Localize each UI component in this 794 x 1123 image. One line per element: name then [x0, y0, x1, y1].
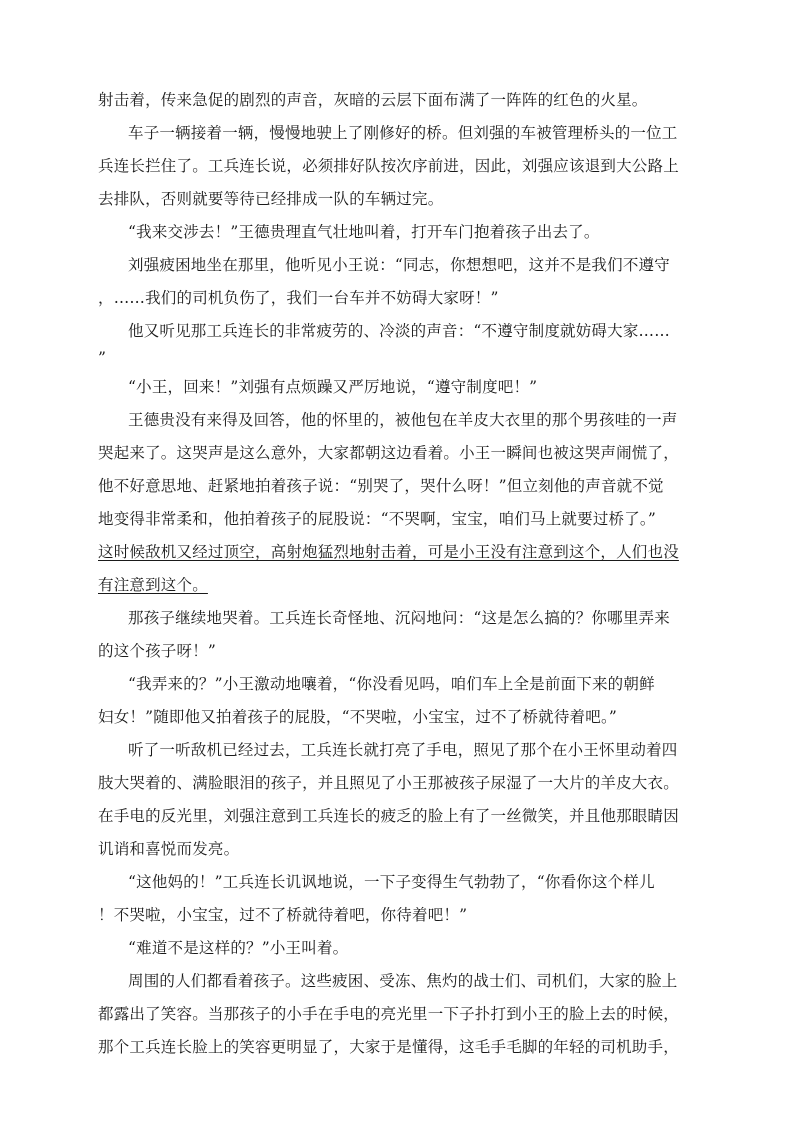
text-line: 都露出了笑容。当那孩子的小手在手电的亮光里一下子扑打到小王的脸上去的时候，	[98, 1005, 679, 1023]
text-line: ”	[98, 349, 107, 367]
underlined-text-line: 有注意到这个。	[98, 576, 208, 594]
text-line: 在手电的反光里，刘强注意到工兵连长的疲乏的脸上有了一丝微笑，并且他那眼睛因	[98, 807, 679, 825]
text-line: 他不好意思地、赶紧地拍着孩子说：“别哭了，哭什么呀！”但立刻他的声音就不觉	[98, 477, 664, 495]
text-line: 刘强疲困地坐在那里，他听见小王说：“同志，你想想吧，这并不是我们不遵守	[128, 256, 670, 274]
text-line: “我弄来的？”小王激动地嚷着，“你没看见吗，咱们车上全是前面下来的朝鲜	[128, 675, 655, 693]
text-line: 的这个孩子呀！”	[98, 642, 217, 660]
text-line: 肢大哭着的、满脸眼泪的孩子，并且照见了小王那被孩子尿湿了一大片的羊皮大衣。	[98, 774, 679, 792]
text-line: 地变得非常柔和，他拍着孩子的屁股说：“不哭啊，宝宝，咱们马上就要过桥了。”	[98, 510, 657, 528]
text-line: 那孩子继续地哭着。工兵连长奇怪地、沉闷地问：“这是怎么搞的？你哪里弄来	[128, 609, 670, 627]
text-line: 射击着，传来急促的剧烈的声音，灰暗的云层下面布满了一阵阵的红色的火星。	[98, 91, 648, 109]
text-line: 听了一听敌机已经过去，工兵连长就打亮了手电，照见了那个在小王怀里动着四	[128, 741, 678, 759]
text-line: 去排队，否则就要等待已经排成一队的车辆过完。	[98, 190, 444, 208]
text-line: 哭起来了。这哭声是这么意外，大家都朝这边看着。小王一瞬间也被这哭声闹慌了，	[98, 444, 679, 462]
text-line: “我来交涉去！”王德贵理直气壮地叫着，打开车门抱着孩子出去了。	[128, 223, 600, 241]
text-line: 王德贵没有来得及回答，他的怀里的，被他包在羊皮大衣里的那个男孩哇的一声	[128, 411, 678, 429]
text-line: 讥诮和喜悦而发亮。	[98, 840, 240, 858]
text-line: 他又听见那工兵连长的非常疲劳的、冷淡的声音：“不遵守制度就妨碍大家……	[128, 322, 670, 340]
text-line: 兵连长拦住了。工兵连长说，必须排好队按次序前进，因此，刘强应该退到大公路上	[98, 157, 679, 175]
text-line: “小王，回来！”刘强有点烦躁又严厉地说，“遵守制度吧！”	[128, 378, 538, 396]
text-line: 车子一辆接着一辆，慢慢地驶上了刚修好的桥。但刘强的车被管理桥头的一位工	[128, 124, 678, 142]
underlined-text-line: 这时候敌机又经过顶空，高射炮猛烈地射击着，可是小王没有注意到这个，人们也没	[98, 543, 679, 561]
text-line: ！不哭啦，小宝宝，过不了桥就待着吧，你待着吧！”	[98, 906, 468, 924]
text-line: ，……我们的司机负伤了，我们一台车并不妨碍大家呀！”	[98, 289, 499, 307]
text-line: 周围的人们都看着孩子。这些疲困、受冻、焦灼的战士们、司机们，大家的脸上	[128, 972, 678, 990]
text-line: 妇女！”随即他又拍着孩子的屁股，“不哭啦，小宝宝，过不了桥就待着吧。”	[98, 708, 618, 726]
text-line: 那个工兵连长脸上的笑容更明显了，大家于是懂得，这毛手毛脚的年轻的司机助手，	[98, 1038, 679, 1056]
text-line: “难道不是这样的？”小王叫着。	[128, 939, 349, 957]
text-line: “这他妈的！”工兵连长讥讽地说，一下子变得生气勃勃了，“你看你这个样儿	[128, 873, 655, 891]
